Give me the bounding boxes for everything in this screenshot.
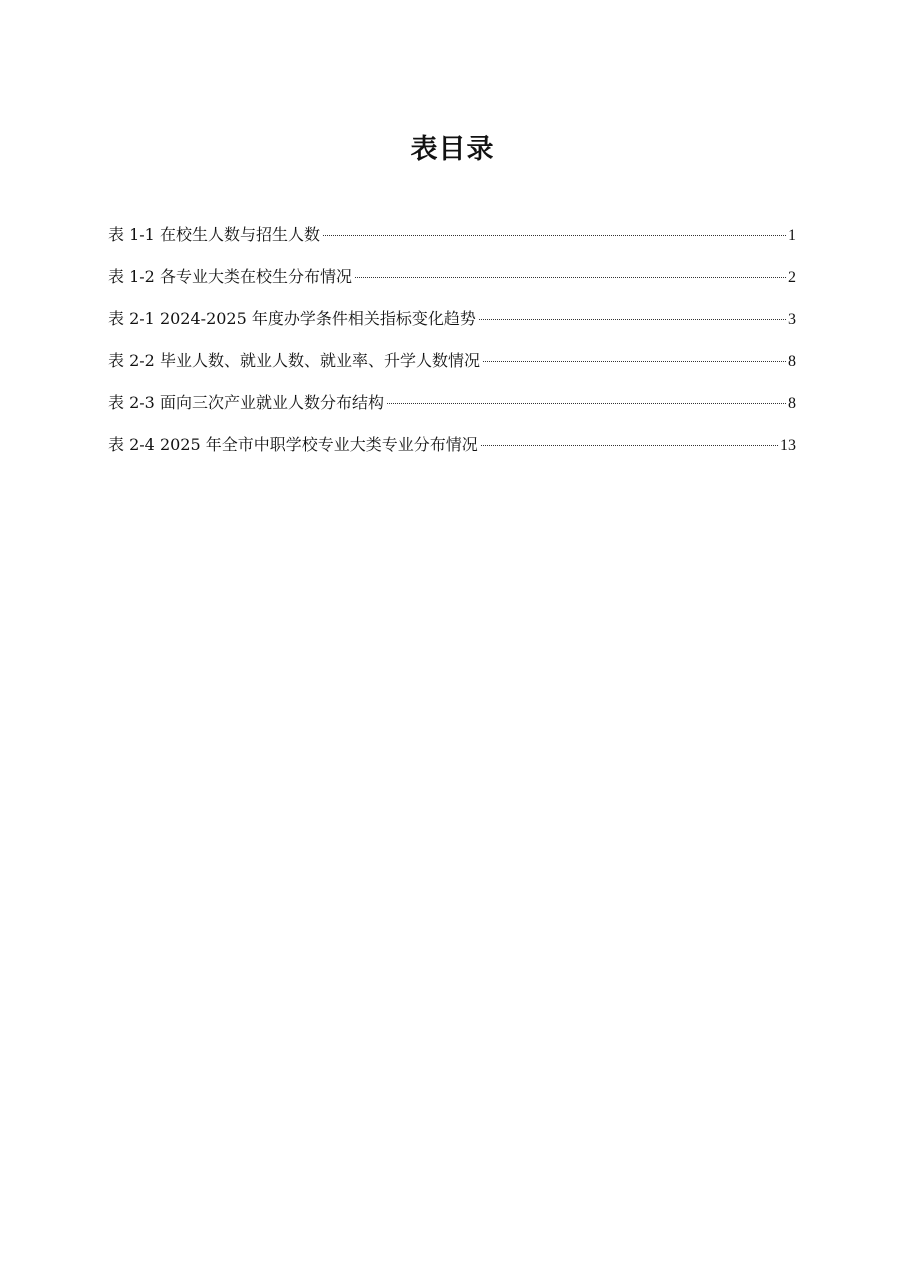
toc-page-number[interactable]: 3: [788, 311, 796, 328]
toc-entry[interactable]: [108, 304, 796, 346]
table-of-contents: [108, 220, 796, 472]
toc-entry[interactable]: [108, 220, 796, 262]
toc-entry-label[interactable]: 表 2-2 毕业人数、就业人数、就业率、升学人数情况: [108, 351, 480, 370]
toc-page-number[interactable]: 8: [788, 353, 796, 370]
toc-entry-label[interactable]: 表 2-1 2024-2025 年度办学条件相关指标变化趋势: [108, 309, 476, 328]
toc-entry-label[interactable]: 表 2-4 2025 年全市中职学校专业大类专业分布情况: [108, 435, 478, 454]
toc-entry[interactable]: [108, 430, 796, 472]
toc-entry[interactable]: [108, 346, 796, 388]
dot-leader: [481, 445, 778, 446]
toc-entry-label[interactable]: 表 1-1 在校生人数与招生人数: [108, 225, 320, 244]
toc-entry-label[interactable]: 表 2-3 面向三次产业就业人数分布结构: [108, 393, 384, 412]
toc-entry[interactable]: [108, 262, 796, 304]
dot-leader: [483, 361, 786, 362]
toc-entry-label[interactable]: 表 1-2 各专业大类在校生分布情况: [108, 267, 352, 286]
dot-leader: [387, 403, 786, 404]
dot-leader: [355, 277, 786, 278]
toc-entry[interactable]: [108, 388, 796, 430]
toc-page-number[interactable]: 13: [780, 437, 796, 454]
toc-page-number[interactable]: 1: [788, 227, 796, 244]
dot-leader: [323, 235, 786, 236]
dot-leader: [479, 319, 786, 320]
toc-page-number[interactable]: 8: [788, 395, 796, 412]
page-title: 表目录: [410, 134, 495, 166]
toc-page-number[interactable]: 2: [788, 269, 796, 286]
